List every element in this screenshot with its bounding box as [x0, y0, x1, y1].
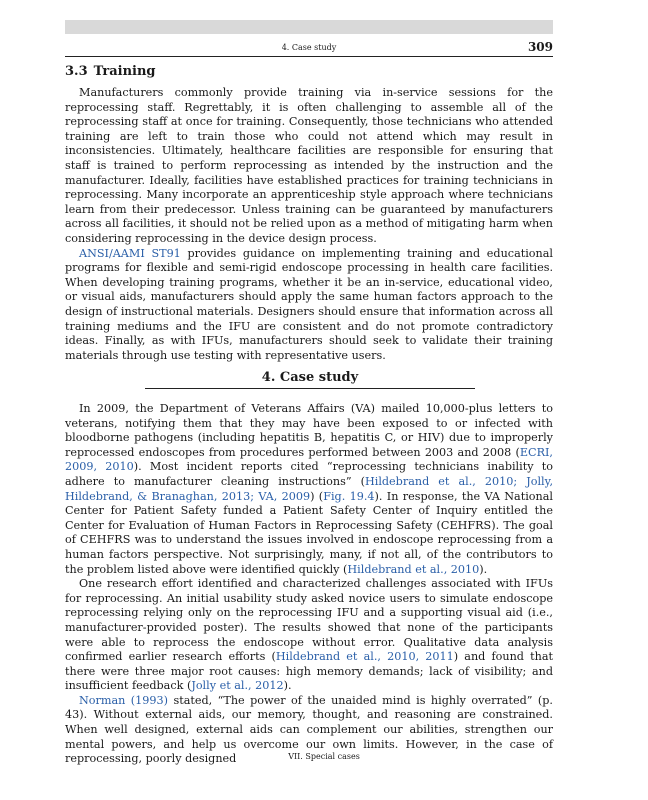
paragraph-text: One research effort identified and characterized challenges associated with IFUs for reprocessing. An initial usability study asked novice users to simulate endoscope reprocessing relying only on the reprocessing IFU and a supporting visual aid (i.e., manufacturer-provided poster). The results showed that none of the participants were able to reprocess the endoscope without error. Qualitative data analysis confirmed earlier research efforts ( — [65, 577, 553, 664]
section-title: Training — [93, 64, 156, 79]
paragraph-text: ). — [479, 562, 488, 576]
paragraph-text: ). Most incident reports cited “reprocessing technicians inability to adhere to manufacturer cleaning instructions” ( — [65, 460, 553, 488]
chapter-body — [65, 402, 553, 767]
running-title: 4. Case study — [281, 43, 337, 52]
running-head — [65, 40, 553, 56]
paragraph-text: ). — [283, 679, 292, 693]
paragraph — [65, 247, 553, 364]
citation-link[interactable]: ECRI, 2009, 2010 — [65, 445, 553, 474]
citation-link[interactable]: Hildebrand et al., 2010 — [347, 562, 480, 576]
figure-link[interactable]: Fig. 19.4 — [323, 489, 375, 503]
section-heading — [65, 64, 162, 79]
paragraph-text: In 2009, the Department of Veterans Affairs (VA) mailed 10,000-plus letters to veterans, notifying them that they may have been exposed to or infected with bloodborne pathogens (including hepatitis B, hepatitis C, or HIV) due to improperly reprocessed endoscopes from procedures performed between 2003 and 2008 ( — [65, 402, 553, 459]
paragraph — [65, 577, 553, 694]
citation-link[interactable]: Jolly et al., 2012 — [191, 679, 284, 693]
citation-link[interactable]: Norman (1993) — [79, 693, 169, 707]
section-body — [65, 86, 553, 363]
page-number: 309 — [527, 40, 553, 54]
citation-link[interactable]: Hildebrand et al., 2010, 2011 — [275, 650, 454, 664]
paragraph — [65, 402, 553, 577]
section-number: 3.3 — [65, 64, 88, 79]
paragraph: Manufacturers commonly provide training via in-service sessions for the reprocessing staff. Regrettably, it is often challenging to assemble all of the reprocessing staff at once for training. Consequently, those technicians who attended training are left to train those who could not attend which may result in inconsistencies. Ultimately, healthcare facilities are responsible for ensuring that staff is trained to perform reprocessing as intended by the instruction and the manufacturer. Ideally, facilities have established practices for training technicians in reprocessing. Many incorporate an apprenticeship style approach where technicians learn from their predecessor. Unless training can be guaranteed by manufacturers across all facilities, it should not be relied upon as a method of mitigating harm when considering reprocessing in the device design process. — [65, 86, 553, 245]
header-bar — [65, 20, 553, 34]
paragraph-text: ) ( — [310, 489, 324, 503]
paragraph-text: ) and found that there were three major root causes: high memory demands; lack of visibility; and insufficient feedback ( — [65, 650, 553, 693]
paragraph-text: ). In response, the VA National Center for Patient Safety funded a Patient Safety Center of Inquiry entitled the Center for Evaluation of Human Factors in Reprocessing Safety (CEHFRS). The goal of CEHFRS was to understand the issues involved in endoscope reprocessing from a human factors perspective. Not surprisingly, many, if not all, of the contributors to the problem listed above were identified quickly ( — [65, 489, 553, 576]
footer-part-title: VII. Special cases — [288, 752, 360, 761]
chapter-heading: 4. Case study — [261, 370, 359, 385]
header-rule — [65, 56, 553, 57]
paragraph-text: provides guidance on implementing training and educational programs for flexible and semi-rigid endoscope processing in health care facilities. When developing training programs, whether it be an in-service, educational video, or visual aids, manufacturers should apply the same human factors approach to the design of instructional materials. Designers should ensure that information across all training mediums and the IFU are consistent and do not promote contradictory ideas. Finally, as with IFUs, manufacturers should seek to validate their training materials through use testing with representative users. — [65, 246, 553, 362]
chapter-heading-rule — [145, 388, 475, 389]
paragraph-text: stated, “The power of the unaided mind is highly overrated” (p. 43). Without external aids, our memory, thought, and reasoning are constrained. When well designed, external aids can complement our abilities, strengthen our mental powers, and help us overcome our own limits. However, in the case of reprocessing, poorly designed — [65, 693, 553, 766]
citation-link[interactable]: ANSI/AAMI ST91 — [79, 246, 181, 260]
citation-link[interactable]: Hildebrand et al., 2010; Jolly, Hildebrand, & Branaghan, 2013; VA, 2009 — [65, 474, 554, 503]
